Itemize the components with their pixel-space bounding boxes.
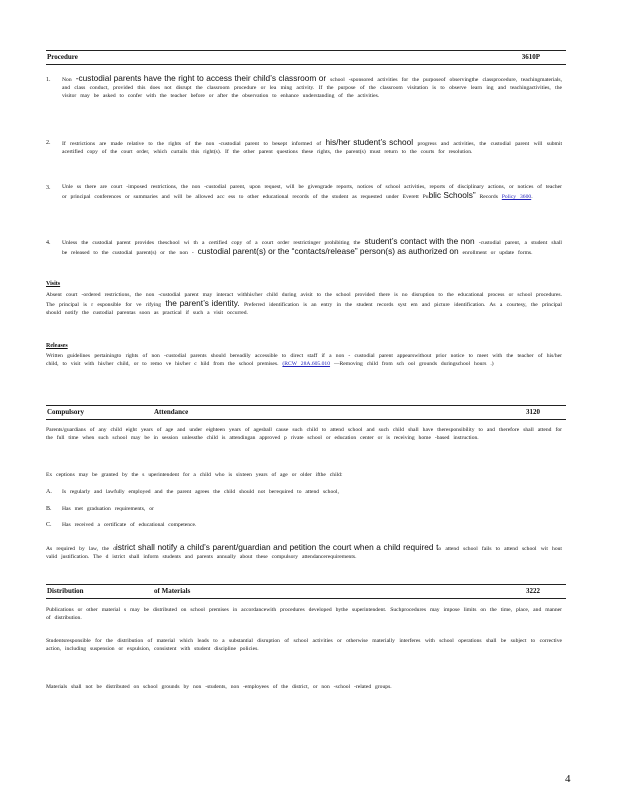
page-number: 4 xyxy=(565,773,571,785)
distribution-paragraph-1: Publications or other material s may be distributed on school premises in accordancewith procedures developed bythe superintendent. Suchprocedures may impose limits on the time, place, and manner of distribution. xyxy=(46,607,562,621)
procedure-item-4-emphasis: student’s contact with the non xyxy=(364,236,475,246)
policy-3600-link[interactable]: Policy 3600 xyxy=(501,194,532,200)
exception-a-letter: A. xyxy=(46,489,52,495)
procedure-item-4: Unless the custodial parent provides theschool wi th a certified copy of a court order restrictinger prohibiting the student’s contact with the non -custodial parent, a student shall be released to the custodial parent(s) or the non - custodial parent(s) or the “contacts/release” person(s) as authorized on enrollment or update forms. xyxy=(62,236,562,256)
procedure-item-4-emphasis-2: custodial parent(s) or the “contacts/release” person(s) as authorized on xyxy=(197,246,459,256)
compulsory-header-label: Compulsory xyxy=(47,408,84,416)
rcw-link[interactable]: (RCW 28A.605.010 xyxy=(282,361,331,367)
procedure-item-1-emphasis: -custodial parents have the right to access their child’s classroom or xyxy=(75,73,327,83)
procedure-item-3-emphasis: blic Schools” xyxy=(428,190,476,200)
distribution-header-code: 3222 xyxy=(526,587,540,595)
releases-heading: Releases xyxy=(46,343,68,349)
compulsory-emphasis: istrict shall notify a child’s parent/guardian and petition the court when a child required t xyxy=(115,542,439,552)
exception-c-text: Has received a certificate of educational competence. xyxy=(62,522,197,528)
procedure-item-1: Non -custodial parents have the right to access their child’s classroom or school -sponsored activities for the purposeof observingthe classprocedure, teachingmaterials, and class conduct, provided this does not disrupt the classroom procedure or lea ming activity. If the purpose of the classroom visitation is to observe learn ing and teachingactivities, the visitor may be asked to confer with the teacher before or after the observation to enhance understanding of the activities. xyxy=(62,73,563,99)
procedure-item-2: If restrictions are made relative to the rights of the non -custodial parent to beкept informed of his/her student’s school progress and activities, the custodial parent will submit acertified copy of the court order, which curtails this right(s). If the other parent questions these rights, the parent(s) must return to the courts for resolution. xyxy=(62,137,562,155)
compulsory-header-title: Attendance xyxy=(154,408,189,416)
compulsory-paragraph-3: As required by law, the district shall notify a child’s parent/guardian and petition the court when a child required to attend school fails to attend school wit hout valid justification. The d istrict shall inform students and parents annually about these compulsory attendancerequirements. xyxy=(46,542,562,560)
distribution-paragraph-3: Materials shall not be distributed on school grounds by non -students, non -employees of the district, or non -school -related groups. xyxy=(46,684,392,690)
compulsory-paragraph-1: Parents/guardians of any child eight years of age and under eighteen years of agesball cause such child to attend school and such child shall have theresponsibility to and therefore shall attend for the full time when such school may be in session unlessthe child is attendingan approved p rivate school or education center or is receiving home -based instruction. xyxy=(46,427,562,441)
compulsory-paragraph-2: Ex ceptions may be granted by the s uperintendent for a child who is sixteen years of age or older ifthe child: xyxy=(46,472,343,478)
exception-b-text: Has met graduation requirements, or xyxy=(62,506,154,512)
exception-c-letter: C. xyxy=(46,522,52,528)
procedure-item-1-number: 1. xyxy=(46,77,51,83)
exception-b-letter: B. xyxy=(46,506,52,512)
releases-paragraph: Written guidelines pertainingto rights of non -custodial parents should bereadily accessible to direct staff if a non - custodial parent appearswithout prior notice to meet with the teacher of his/her child, to visit with his/her child, or to remo ve his/her c hild from the school premises. (RCW 28A.605.010 —Removing child from sch ool grounds duringschool hours .) xyxy=(46,353,562,367)
distribution-header-label: Distribution xyxy=(47,587,84,595)
visits-paragraph: Absent court -ordered restrictions, the non -custodial parent may interact withhis/her child during avisit to the school provided there is no disruption to the educational process or school procedures. The principal is r esponsible for ve rifying the parent’s identity. Preferred identification is an entry in the student records syst em and picture identification. As a courtesy, the principal should notify the custodial parentas soon as practical if such a visit occurred. xyxy=(46,292,562,316)
procedure-item-3: Unle ss there are court -imposed restrictions, the non -custodial parent, upon request, will be givengrade reports, notices of school activities, reports of disciplinary actions, or notices of teacher or principal conferences or summaries and will be allowed acc ess to other educational records of the student as requested under Everett Public Schools” Records Policy 3600. xyxy=(62,184,562,200)
visits-heading: Visits xyxy=(46,281,61,287)
compulsory-header-bar xyxy=(46,405,566,420)
procedure-item-2-number: 2. xyxy=(46,140,51,146)
procedure-item-2-emphasis: his/her student’s school xyxy=(325,137,414,147)
distribution-header-title: of Materials xyxy=(154,587,191,595)
procedure-item-4-number: 4. xyxy=(46,240,51,246)
distribution-paragraph-2: Studentsresponsible for the distribution of material which leads to a substantial disruption of school activities or otherwise materially interferes with school operations shall be subject to corrective action, including suspension or expulsion, consistent with student discipline policies. xyxy=(46,638,562,652)
procedure-item-3-number: 3. xyxy=(46,185,51,191)
procedure-header-label: Procedure xyxy=(47,53,78,61)
procedure-header-code: 3610P xyxy=(521,53,540,61)
procedure-header-bar xyxy=(46,50,566,65)
compulsory-header-code: 3120 xyxy=(526,408,540,416)
visits-emphasis: the parent’s identity. xyxy=(165,298,240,308)
distribution-header-bar xyxy=(46,584,566,599)
exception-a-text: Is regularly and lawfully employed and the parent agrees the child should not beгequired to attend school, xyxy=(62,489,340,495)
